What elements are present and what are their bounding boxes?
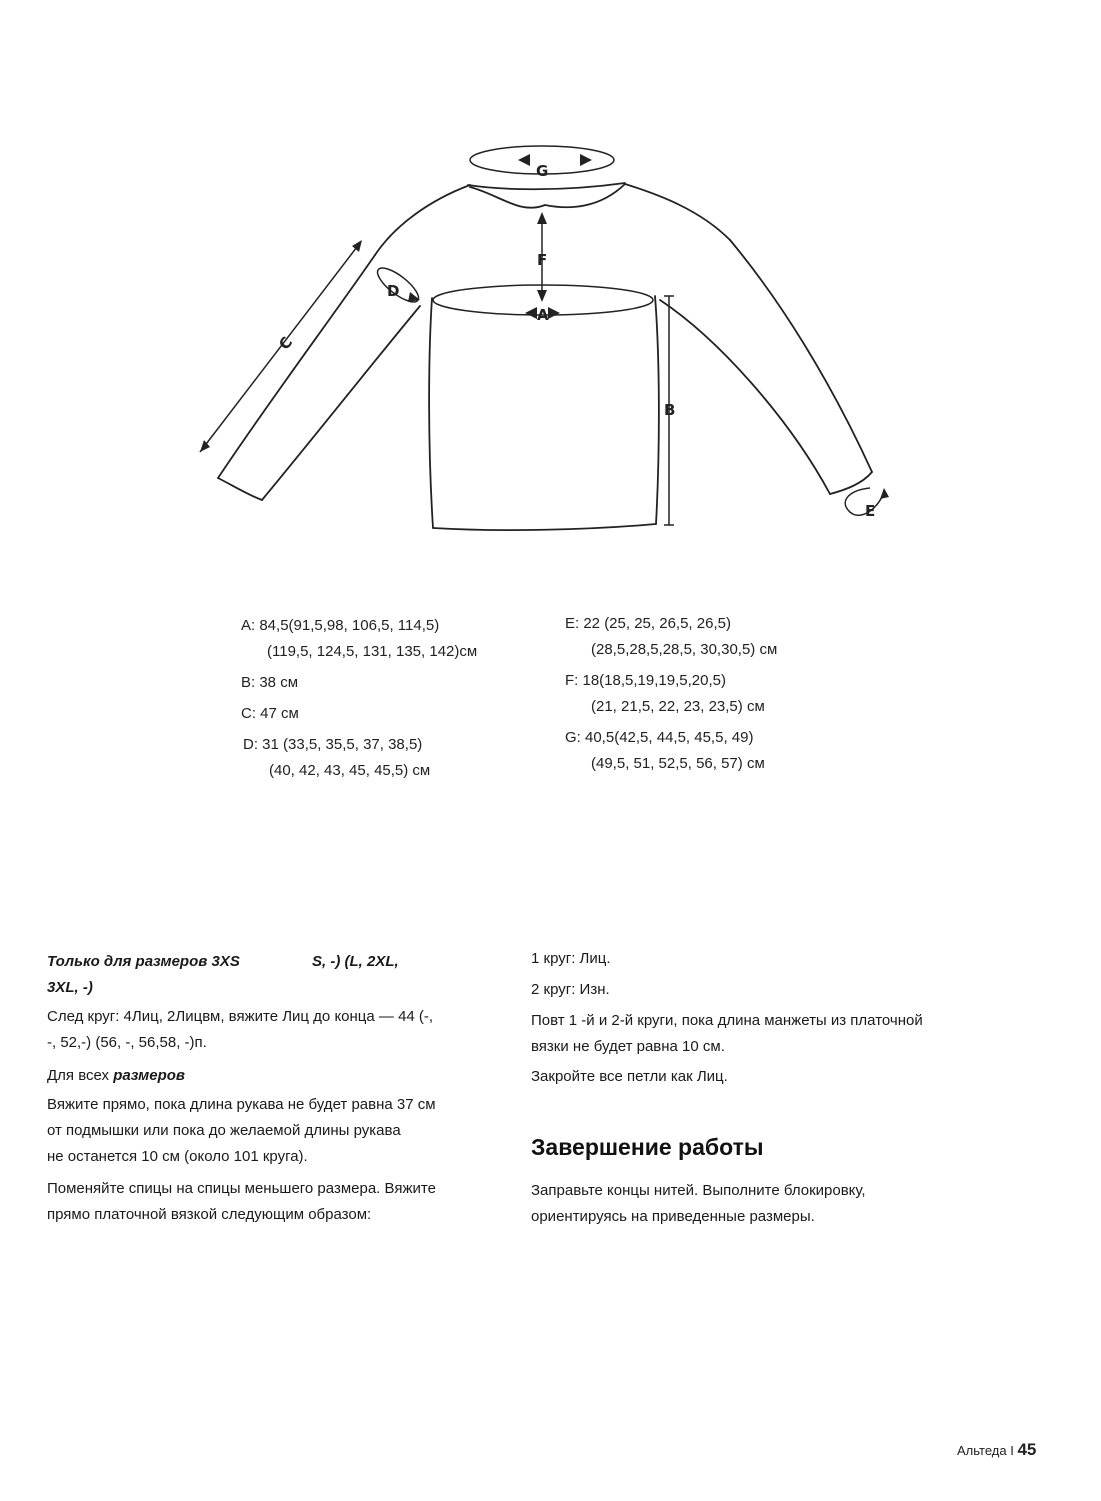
right-raglan-line: [625, 184, 730, 240]
repeat-paragraph: Повт 1 -й и 2-й круги, пока длина манжеты из платочной вязки не будет равна 10 см.: [531, 1012, 923, 1055]
right-text-column: [531, 946, 991, 1230]
left-raglan-line: [375, 185, 470, 255]
footer-separator: I: [1010, 1443, 1014, 1458]
label-e: E: [865, 502, 876, 520]
sizes-heading-line2: 3XL, -): [47, 979, 93, 996]
label-a: A: [537, 306, 549, 324]
round-1-line: 1 круг: Лиц.: [531, 950, 611, 967]
right-cuff: [830, 472, 872, 494]
footer-brand: Альтеда: [957, 1443, 1007, 1458]
knit-straight-paragraph: Вяжите прямо, пока длина рукава не будет равна 37 см от подмышки или пока до желаемой длины рукава не останется 10 см (около 101 круга).: [47, 1096, 436, 1165]
label-f: F: [537, 251, 548, 269]
measurement-c: C: 47 см: [241, 705, 299, 722]
collar-outline: [468, 183, 625, 189]
measurement-a: A: 84,5(91,5,98, 106,5, 114,5) (119,5, 124,5, 131, 135, 142)см: [241, 617, 478, 660]
page-footer: [957, 1440, 1036, 1460]
measurement-e: E: 22 (25, 25, 26,5, 26,5) (28,5,28,5,28,5, 30,30,5) см: [565, 615, 778, 658]
left-text-column: [47, 949, 487, 1228]
section-title-finishing: Завершение работы: [531, 1134, 764, 1160]
measurement-d: D: 31 (33,5, 35,5, 37, 38,5) (40, 42, 43, 45, 45,5) см: [243, 736, 431, 779]
measurement-list-left: [241, 613, 477, 784]
right-sleeve-outer: [730, 240, 872, 472]
sweater-schematic-diagram: [0, 0, 1101, 600]
right-sleeve-inner: [660, 300, 830, 494]
measurement-f: F: 18(18,5,19,19,5,20,5) (21, 21,5, 22, 23, 23,5) см: [565, 672, 765, 715]
label-d: D: [387, 282, 400, 300]
page-number: 45: [1017, 1440, 1037, 1459]
left-cuff: [218, 478, 262, 500]
measurement-b: B: 38 см: [241, 674, 299, 691]
left-sleeve-inner: [262, 306, 420, 500]
body-right-side: [655, 296, 659, 524]
measurement-list-right: [565, 611, 777, 777]
measurement-g: G: 40,5(42,5, 44,5, 45,5, 49) (49,5, 51, 52,5, 56, 57) см: [565, 729, 765, 772]
round-2-line: 2 круг: Изн.: [531, 981, 610, 998]
sizes-heading-line1: Только для размеров 3XS S, -) (L, 2XL,: [47, 953, 399, 970]
finishing-paragraph: Заправьте концы нитей. Выполните блокировку, ориентируясь на приведенные размеры.: [531, 1182, 866, 1225]
all-sizes-heading: Для всех размеров: [47, 1067, 185, 1084]
label-b: B: [664, 401, 676, 419]
bind-off-line: Закройте все петли как Лиц.: [531, 1068, 728, 1085]
next-round-paragraph: След круг: 4Лиц, 2Лицвм, вяжите Лиц до конца — 44 (-, -, 52,-) (56, -, 56,58, -)п.: [47, 1008, 434, 1051]
measure-c-line: [200, 243, 360, 452]
label-g: G: [536, 162, 549, 180]
body-hem: [433, 524, 656, 530]
change-needles-paragraph: Поменяйте спицы на спицы меньшего размера. Вяжите прямо платочной вязкой следующим образом:: [47, 1180, 436, 1223]
label-c: C: [275, 333, 297, 354]
body-left-side: [429, 298, 433, 528]
left-sleeve-outer: [218, 255, 375, 478]
